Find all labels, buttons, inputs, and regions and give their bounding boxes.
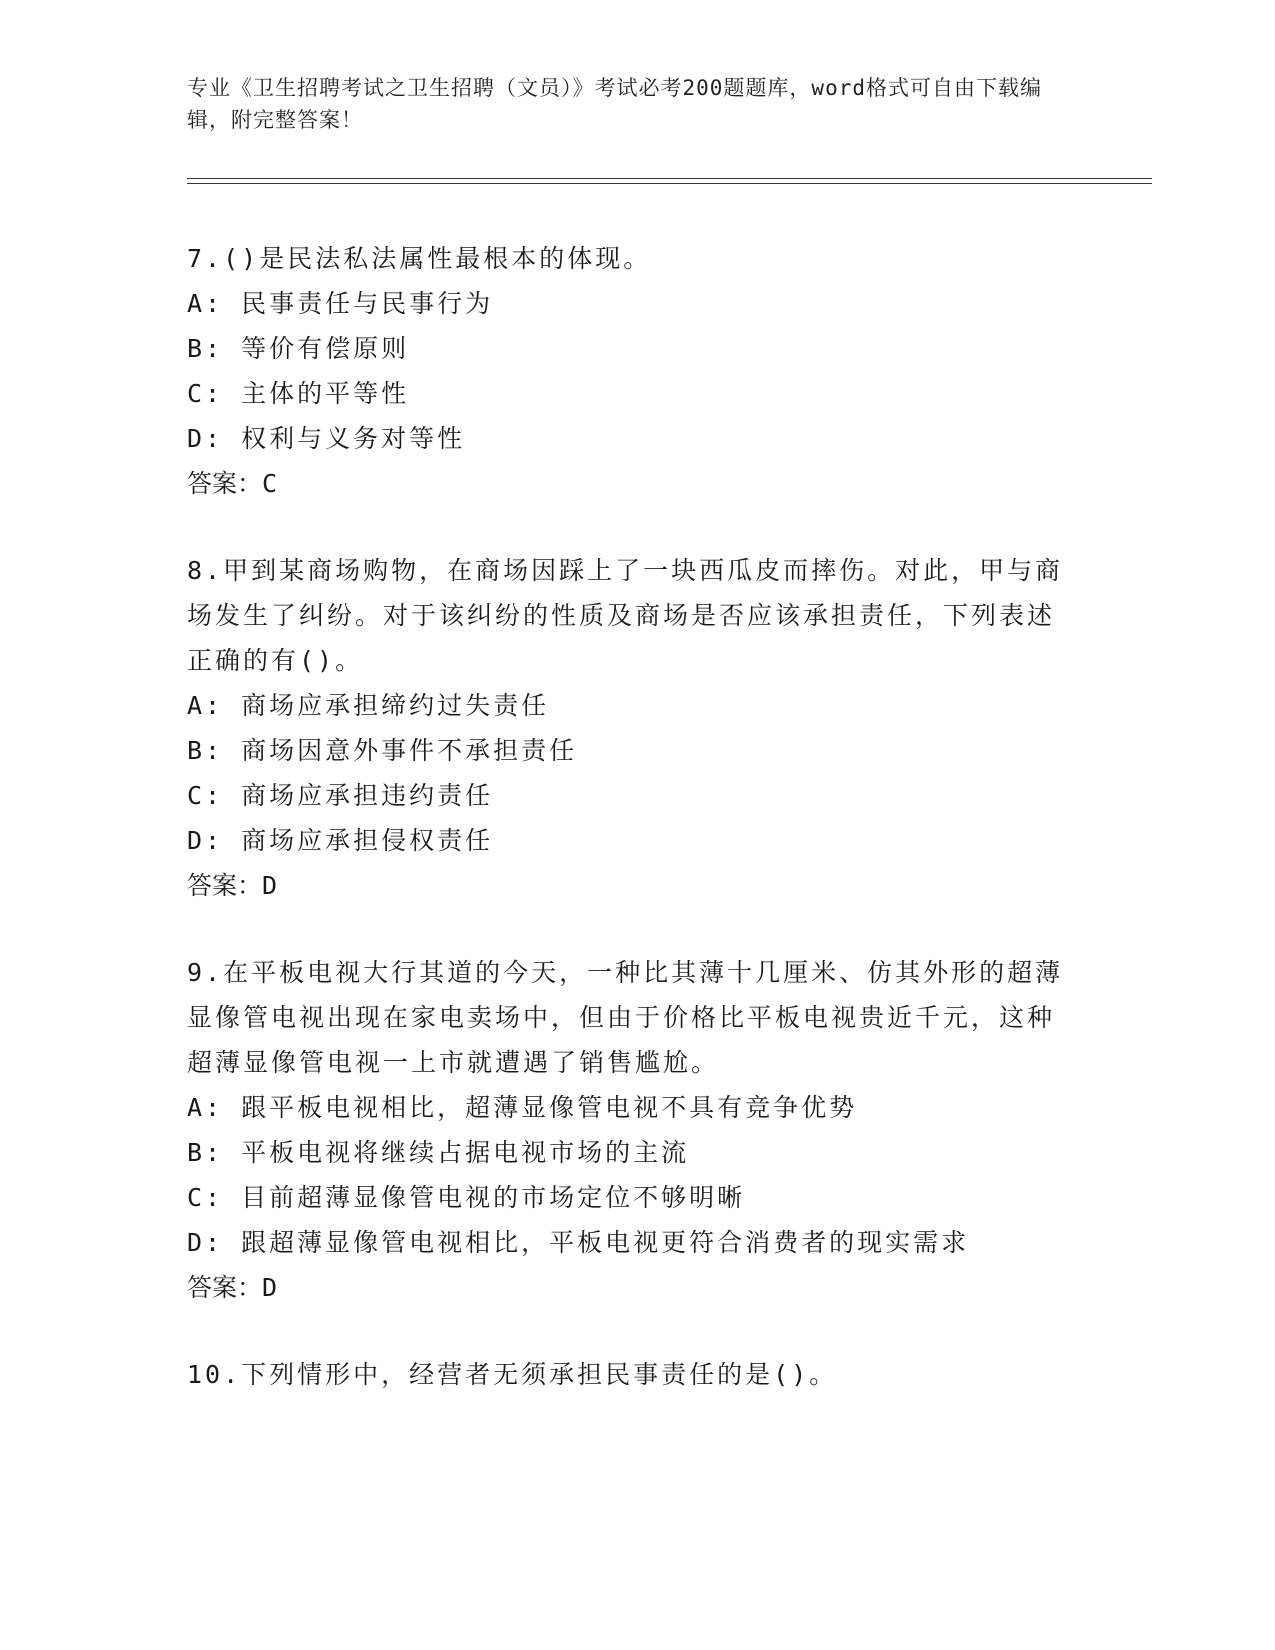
question-8 [187,548,1067,908]
answer-value: C [262,469,278,498]
question-10 [187,1352,1067,1397]
option-c: C: 商场应承担违约责任 [187,781,494,810]
answer-label: 答案： [187,871,263,900]
question-7 [187,236,1067,506]
option-b: B: 商场因意外事件不承担责任 [187,736,578,765]
option-b: B: 平板电视将继续占据电视市场的主流 [187,1138,690,1167]
option-c: C: 主体的平等性 [187,379,410,408]
option-d: D: 商场应承担侵权责任 [187,826,494,855]
question-stem: 8.甲到某商场购物，在商场因踩上了一块西瓜皮而摔伤。对此，甲与商场发生了纠纷。对于该纠纷的性质及商场是否应该承担责任，下列表述正确的有()。 [187,556,1064,675]
question-stem: 9.在平板电视大行其道的今天，一种比其薄十几厘米、仿其外形的超薄显像管电视出现在家电卖场中，但由于价格比平板电视贵近千元，这种超薄显像管电视一上市就遭遇了销售尴尬。 [187,958,1064,1077]
question-list [187,236,1067,1439]
answer-line [187,461,1067,506]
answer-label: 答案： [187,469,263,498]
option-d: D: 权利与义务对等性 [187,424,466,453]
question-stem: 7.()是民法私法属性最根本的体现。 [187,244,652,273]
option-a: A: 商场应承担缔约过失责任 [187,691,550,720]
option-a: A: 跟平板电视相比，超薄显像管电视不具有竞争优势 [187,1093,858,1122]
document-header: 专业《卫生招聘考试之卫生招聘（文员）》考试必考200题题库，word格式可自由下载编辑，附完整答案！ [187,76,1042,132]
answer-label: 答案： [187,1273,263,1302]
answer-line [187,863,1067,908]
question-9 [187,950,1067,1310]
option-c: C: 目前超薄显像管电视的市场定位不够明晰 [187,1183,746,1212]
answer-line [187,1265,1067,1310]
option-d: D: 跟超薄显像管电视相比，平板电视更符合消费者的现实需求 [187,1228,970,1257]
header-divider-bottom [187,183,1152,184]
option-b: B: 等价有偿原则 [187,334,410,363]
option-a: A: 民事责任与民事行为 [187,289,494,318]
answer-value: D [262,871,278,900]
question-stem: 10.下列情形中，经营者无须承担民事责任的是()。 [187,1360,838,1389]
header-divider-top [187,178,1152,179]
answer-value: D [262,1273,278,1302]
